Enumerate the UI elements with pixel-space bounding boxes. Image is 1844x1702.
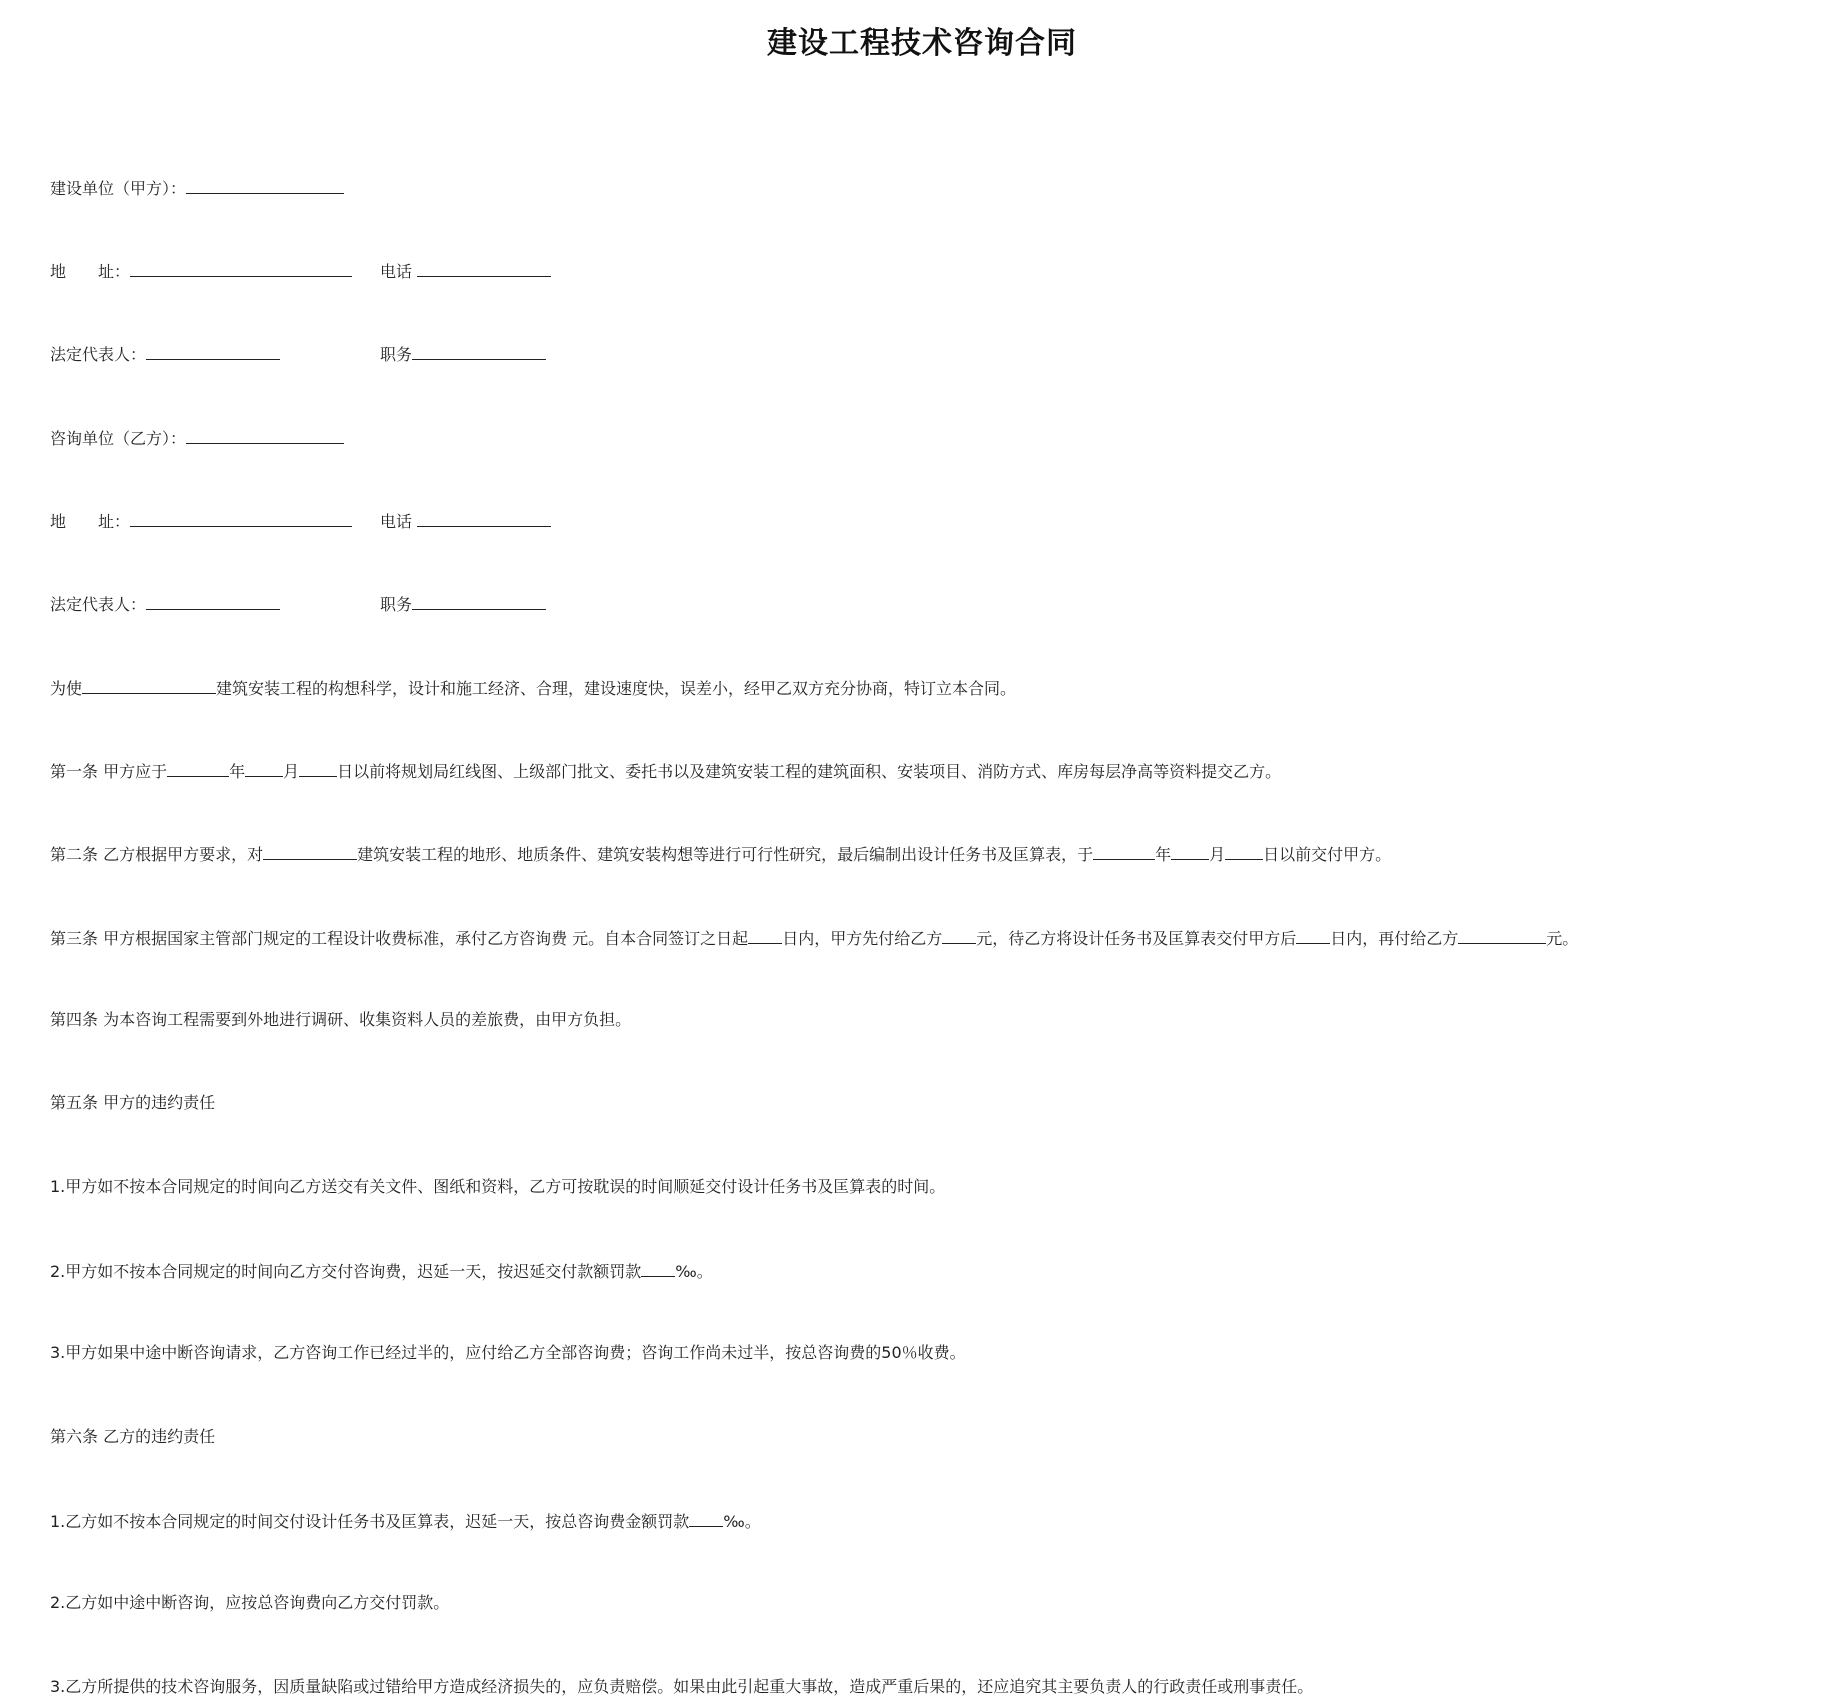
party-b-address-line (50, 509, 352, 533)
art1-text-1: 第一条 甲方应于 (50, 762, 168, 781)
party-a-address-line (50, 259, 352, 283)
art6-penalty-rate-blank (689, 1509, 723, 1527)
party-b-unit-line (50, 426, 344, 450)
document-title: 建设工程技术咨询合同 (767, 26, 1077, 61)
preamble-paragraph (50, 676, 1016, 700)
preamble-text-1: 为使 (50, 679, 83, 698)
party-a-phone-blank (417, 259, 551, 277)
art3-days-blank-1 (748, 926, 782, 944)
art1-year-label: 年 (229, 762, 246, 781)
party-b-phone-line (380, 509, 551, 533)
party-a-unit-label: 建设单位（甲方）： (50, 179, 187, 198)
party-b-unit-blank (186, 426, 344, 444)
party-b-rep-blank (146, 592, 280, 610)
article-5-heading: 第五条 甲方的违约责任 (50, 1093, 216, 1112)
party-a-rep-blank (146, 342, 280, 360)
article-5-item-1: 1.甲方如不按本合同规定的时间向乙方送交有关文件、图纸和资料，乙方可按耽误的时间顺延交付设计任务书及匡算表的时间。 (50, 1177, 946, 1196)
preamble-text-2: 建筑安装工程的构想科学，设计和施工经济、合理，建设速度快，误差小，经甲乙双方充分协商，特订立本合同。 (216, 679, 1017, 698)
party-a-phone-label: 电话 (380, 262, 413, 281)
art6-item1-text-1: 1.乙方如不按本合同规定的时间交付设计任务书及匡算表，迟延一天，按总咨询费金额罚款 (50, 1512, 690, 1531)
party-a-position-line (380, 342, 546, 366)
party-a-rep-line (50, 342, 280, 366)
article-4: 第四条 为本咨询工程需要到外地进行调研、收集资料人员的差旅费，由甲方负担。 (50, 1010, 632, 1029)
art2-day-blank (1225, 842, 1263, 860)
art1-month-label: 月 (283, 762, 300, 781)
art1-month-blank (245, 759, 283, 777)
art2-month-label: 月 (1209, 845, 1226, 864)
art3-amount-blank-2 (1458, 926, 1546, 944)
art5-penalty-rate-blank (641, 1259, 675, 1277)
project-name-blank (82, 676, 216, 694)
article-6-heading: 第六条 乙方的违约责任 (50, 1427, 216, 1446)
party-a-position-label: 职务 (380, 345, 413, 364)
article-5-item-3: 3.甲方如果中途中断咨询请求，乙方咨询工作已经过半的，应付给乙方全部咨询费；咨询工作尚未过半，按总咨询费的50％收费。 (50, 1343, 966, 1362)
art3-text-1: 第三条 甲方根据国家主管部门规定的工程设计收费标准，承付乙方咨询费 元。自本合同签订之日起 (50, 929, 749, 948)
article-6-item-2: 2.乙方如中途中断咨询，应按总咨询费向乙方交付罚款。 (50, 1593, 450, 1612)
party-b-rep-line (50, 592, 280, 616)
party-b-unit-label: 咨询单位（乙方）： (50, 429, 187, 448)
art3-amount-blank-1 (942, 926, 976, 944)
party-b-phone-label: 电话 (380, 512, 413, 531)
art2-year-blank (1093, 842, 1155, 860)
art2-year-label: 年 (1155, 845, 1172, 864)
art2-month-blank (1171, 842, 1209, 860)
art6-item1-text-2: ‰。 (723, 1512, 761, 1531)
party-a-address-blank (130, 259, 352, 277)
art2-project-blank (263, 842, 357, 860)
article-3 (50, 926, 1578, 950)
party-b-rep-label: 法定代表人： (50, 595, 147, 614)
party-b-position-label: 职务 (380, 595, 413, 614)
art1-year-blank (167, 759, 229, 777)
party-b-phone-blank (417, 509, 551, 527)
party-b-position-line (380, 592, 546, 616)
party-a-rep-label: 法定代表人： (50, 345, 147, 364)
art5-item2-text-1: 2.甲方如不按本合同规定的时间向乙方交付咨询费，迟延一天，按迟延交付款额罚款 (50, 1262, 642, 1281)
party-a-address-label: 地 址： (50, 262, 131, 281)
art1-text-2: 日以前将规划局红线图、上级部门批文、委托书以及建筑安装工程的建筑面积、安装项目、消防方式、库房每层净高等资料提交乙方。 (337, 762, 1282, 781)
article-6-item-1 (50, 1509, 761, 1533)
party-b-address-label: 地 址： (50, 512, 131, 531)
article-2 (50, 842, 1391, 866)
party-a-unit-line (50, 176, 344, 200)
party-a-position-blank (412, 342, 546, 360)
art3-text-3: 元，待乙方将设计任务书及匡算表交付甲方后 (976, 929, 1297, 948)
art2-text-2: 建筑安装工程的地形、地质条件、建筑安装构想等进行可行性研究，最后编制出设计任务书及匡算表，于 (357, 845, 1094, 864)
art5-item2-text-2: ‰。 (675, 1262, 713, 1281)
party-b-address-blank (130, 509, 352, 527)
art3-text-5: 元。 (1546, 929, 1579, 948)
art3-days-blank-2 (1296, 926, 1330, 944)
art1-day-blank (299, 759, 337, 777)
party-b-position-blank (412, 592, 546, 610)
article-5-item-2 (50, 1259, 713, 1283)
article-6-item-3: 3.乙方所提供的技术咨询服务，因质量缺陷或过错给甲方造成经济损失的，应负责赔偿。如果由此引起重大事故，造成严重后果的，还应追究其主要负责人的行政责任或刑事责任。 (50, 1677, 1314, 1696)
art3-text-2: 日内，甲方先付给乙方 (782, 929, 943, 948)
art2-text-1: 第二条 乙方根据甲方要求，对 (50, 845, 264, 864)
party-a-phone-line (380, 259, 551, 283)
art3-text-4: 日内，再付给乙方 (1330, 929, 1459, 948)
party-a-unit-blank (186, 176, 344, 194)
article-1 (50, 759, 1281, 783)
art2-text-3: 日以前交付甲方。 (1263, 845, 1392, 864)
